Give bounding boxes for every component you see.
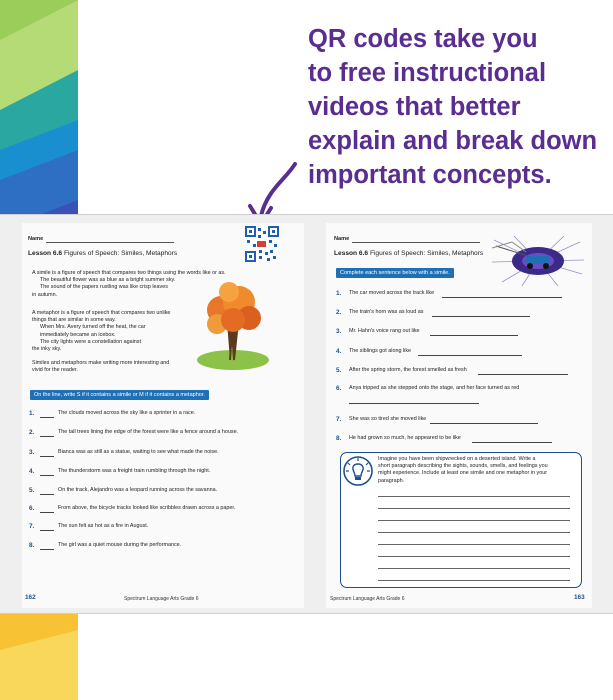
metaphor-definition bbox=[32, 310, 212, 353]
right-item-number: 4. bbox=[336, 348, 342, 355]
race-car-illustration bbox=[492, 234, 584, 293]
left-item-text: From above, the bicycle tracks looked like scribbles drawn across a paper. bbox=[58, 505, 236, 511]
callout-text bbox=[308, 22, 608, 192]
left-instruction-bar: On the line, write S if it contains a simile or M if it contains a metaphor. bbox=[30, 390, 209, 400]
closing-line-2: vivid for the reader. bbox=[32, 367, 78, 374]
right-item-number: 6. bbox=[336, 385, 342, 392]
left-item-number: 8. bbox=[29, 542, 35, 549]
left-item-number: 3. bbox=[29, 449, 35, 456]
left-item-text: The tall trees lining the edge of the forest were like a fence around a house. bbox=[58, 429, 239, 435]
left-lesson-heading bbox=[28, 250, 177, 257]
left-answer-line[interactable] bbox=[40, 456, 54, 457]
left-answer-line[interactable] bbox=[40, 436, 54, 437]
left-item-number: 5. bbox=[29, 487, 35, 494]
right-answer-line[interactable] bbox=[430, 423, 538, 424]
callout-line-3: videos that better bbox=[308, 93, 521, 121]
left-footer: Spectrum Language Arts Grade 6 bbox=[124, 596, 199, 602]
left-page-number: 162 bbox=[25, 594, 36, 601]
left-lesson-title: Figures of Speech: Similes, Metaphors bbox=[63, 250, 178, 257]
closing-line-1: Similes and metaphors make writing more interesting and bbox=[32, 360, 170, 366]
left-item-number: 6. bbox=[29, 505, 35, 512]
callout-line-4: explain and break down bbox=[308, 127, 598, 155]
right-name-line bbox=[352, 242, 480, 243]
prompt-line-3: might experience. Include at least one simile and one metaphor in your bbox=[378, 470, 548, 477]
right-instruction-bar: Complete each sentence below with a simile. bbox=[336, 268, 454, 278]
metaphor-line-1: A metaphor is a figure of speech that compares two unlike bbox=[32, 310, 171, 316]
right-item-text: After the spring storm, the forest smelled as fresh bbox=[349, 367, 467, 373]
callout-line-5: important concepts. bbox=[308, 161, 552, 189]
right-item-text: Mr. Hahn's voice rang out like bbox=[349, 328, 420, 334]
writing-line[interactable] bbox=[378, 508, 570, 509]
left-item-text: Bianca was as still as a statue, waiting to see what made the noise. bbox=[58, 449, 219, 455]
writing-line[interactable] bbox=[378, 544, 570, 545]
writing-line[interactable] bbox=[378, 496, 570, 497]
right-answer-line[interactable] bbox=[472, 442, 552, 443]
right-answer-line[interactable] bbox=[442, 297, 562, 298]
right-item-number: 2. bbox=[336, 309, 342, 316]
left-item-text: The sun felt as hot as a fire in August. bbox=[58, 523, 149, 529]
metaphor-line-2: things that are similar in some way. bbox=[32, 317, 116, 324]
left-answer-line[interactable] bbox=[40, 530, 54, 531]
qr-code-icon bbox=[245, 226, 279, 267]
left-item-text: On the track, Alejandro was a leopard running across the savanna. bbox=[58, 487, 218, 493]
left-name-label: Name bbox=[28, 236, 44, 242]
right-item-text: The car moved across the track like bbox=[349, 290, 435, 296]
writing-line[interactable] bbox=[378, 532, 570, 533]
right-page-number: 163 bbox=[574, 594, 585, 601]
writing-line[interactable] bbox=[378, 556, 570, 557]
simile-line-1: A simile is a figure of speech that compares two things using the words like or as. bbox=[32, 270, 226, 276]
right-lesson-heading bbox=[334, 250, 483, 257]
right-item-text: She was so tired she moved like bbox=[349, 416, 427, 422]
left-item-text: The clouds moved across the sky like a sprinter in a race. bbox=[58, 410, 196, 416]
left-item-number: 7. bbox=[29, 523, 35, 530]
simile-example-2b: in autumn. bbox=[32, 291, 58, 298]
lightbulb-icon bbox=[342, 455, 374, 492]
right-item-text: He had grown so much, he appeared to be like bbox=[349, 435, 461, 441]
right-item-number: 5. bbox=[336, 367, 342, 374]
right-answer-line[interactable] bbox=[349, 403, 479, 404]
left-answer-line[interactable] bbox=[40, 549, 54, 550]
metaphor-example-2b: the inky sky. bbox=[32, 346, 62, 353]
writing-line[interactable] bbox=[378, 520, 570, 521]
left-item-number: 2. bbox=[29, 429, 35, 436]
left-lesson-number: Lesson 6.6 bbox=[28, 250, 63, 257]
writing-line[interactable] bbox=[378, 580, 570, 581]
right-name-label: Name bbox=[334, 236, 350, 242]
left-answer-line[interactable] bbox=[40, 417, 54, 418]
right-item-number: 7. bbox=[336, 416, 342, 423]
simile-example-1: The beautiful flower was as blue as a bright summer sky. bbox=[40, 277, 176, 284]
left-item-number: 1. bbox=[29, 410, 35, 417]
writing-line[interactable] bbox=[378, 568, 570, 569]
metaphor-example-2: The city lights were a constellation against bbox=[40, 338, 141, 345]
right-item-text: The siblings got along like bbox=[349, 348, 412, 354]
right-answer-line[interactable] bbox=[418, 355, 522, 356]
right-item-number: 8. bbox=[336, 435, 342, 442]
writing-prompt-text bbox=[378, 456, 578, 485]
callout-line-2: to free instructional bbox=[308, 59, 547, 87]
left-answer-line[interactable] bbox=[40, 494, 54, 495]
right-lesson-number: Lesson 6.6 bbox=[334, 250, 369, 257]
left-answer-line[interactable] bbox=[40, 475, 54, 476]
simile-example-2: The sound of the papers rustling was like crisp leaves bbox=[40, 284, 168, 291]
tree-illustration bbox=[193, 280, 273, 377]
right-answer-line[interactable] bbox=[430, 335, 518, 336]
left-item-text: The girl was a quiet mouse during the performance. bbox=[58, 542, 182, 548]
right-footer: Spectrum Language Arts Grade 6 bbox=[330, 596, 405, 602]
prompt-line-2: short paragraph describing the sights, sounds, smells, and feelings you bbox=[378, 463, 548, 470]
left-name-line bbox=[46, 242, 174, 243]
right-item-number: 1. bbox=[336, 290, 342, 297]
callout-line-1: QR codes take you bbox=[308, 25, 538, 53]
left-item-text: The thunderstorm was a freight train rumbling through the night. bbox=[58, 468, 211, 474]
right-item-text: The train's horn was as loud as bbox=[349, 309, 424, 315]
right-answer-line[interactable] bbox=[432, 316, 530, 317]
left-answer-line[interactable] bbox=[40, 512, 54, 513]
left-item-number: 4. bbox=[29, 468, 35, 475]
metaphor-example-1: When Mrs. Avery turned off the heat, the car bbox=[40, 324, 146, 331]
right-item-text: Anya tripped as she stepped onto the stage, and her face turned as red bbox=[349, 385, 520, 391]
prompt-line-1: Imagine you have been shipwrecked on a deserted island. Write a bbox=[378, 456, 536, 462]
right-lesson-title: Figures of Speech: Similes, Metaphors bbox=[369, 250, 484, 257]
prompt-line-4: paragraph. bbox=[378, 477, 405, 484]
metaphor-example-1b: immediately became an icebox. bbox=[40, 331, 116, 338]
right-item-number: 3. bbox=[336, 328, 342, 335]
right-answer-line[interactable] bbox=[478, 374, 568, 375]
